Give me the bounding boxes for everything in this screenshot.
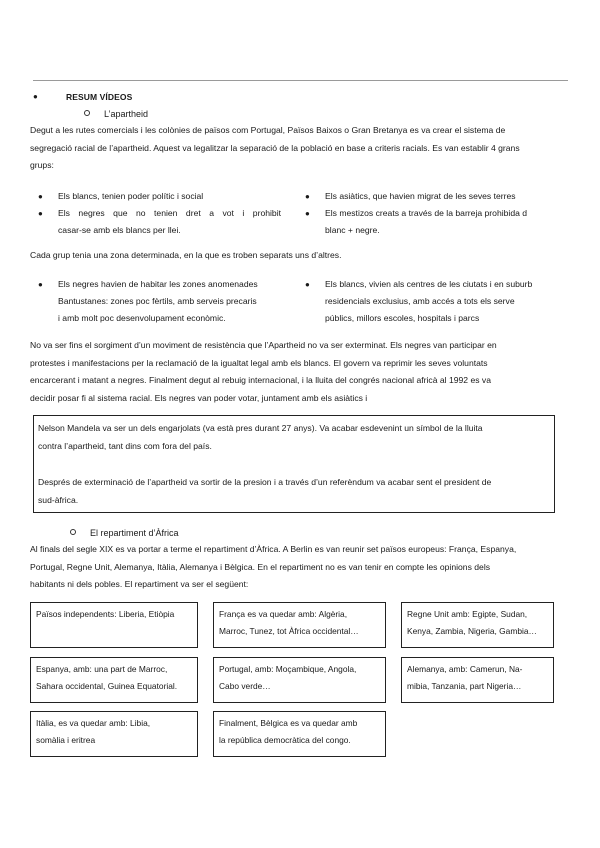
partition-box-france: França es va quedar amb: Algèria, Marroc, Tunez, tot Àfrica occidental…	[213, 602, 386, 648]
africa-intro-paragraph: Al finals del segle XIX es va portar a terme el repartiment d’Àfrica. A Berlin es van reunir set països europeus: França, Espanya, Portugal, Regne Unit, Alemanya, Itàlia, Alemanya i Bèlgica. En el repartiment no es van tenir en compte les opinions dels habitants ni dels pobles. El repartiment va ser el següent:	[30, 544, 517, 589]
zones-left-list	[36, 276, 281, 327]
partition-box-germany: Alemanya, amb: Camerun, Na- mibia, Tanzania, part Nigeria…	[401, 657, 554, 703]
bullet-icon: ●	[38, 280, 43, 289]
resistance-paragraph: No va ser fins el sorgiment d’un moviment de resistència que l’Apartheid no va ser exterminat. Els negres van participar en protestes i manifestacions per la reclamació de la igualtat legal amb els blancs. El govern va reprimir les seves voluntats encarcerant i matant a negres. Finalment degut al rebuig internacional, i la lluita del congrés nacional africà al 1992 es va decidir posar fi al sistema racial. Els negres van poder votar, juntament amb els asiàtics i	[30, 340, 497, 403]
groups-right-list	[303, 188, 555, 239]
bullet-icon: ●	[305, 192, 310, 201]
circle-bullet-icon	[84, 110, 90, 116]
partition-box-italy: Itàlia, es va quedar amb: Libia, somàlia i eritrea	[30, 711, 198, 757]
list-item: ● Els blancs, tenien poder polític i social	[36, 188, 281, 205]
partition-box-spain: Espanya, amb: una part de Marroc, Sahara occidental, Guinea Equatorial.	[30, 657, 198, 703]
groups-left-list	[36, 188, 281, 239]
section-apartheid-title: L’apartheid	[84, 109, 148, 119]
zone-paragraph: Cada grup tenia una zona determinada, en la que es troben separats uns d’altres.	[30, 250, 342, 260]
list-item: ● Els blancs, vivien als centres de les ciutats i en suburb residencials exclusius, amb accés a tots els serve públics, millors escoles, hospitals i parcs	[303, 276, 555, 327]
bullet-icon: ●	[38, 192, 43, 201]
top-rule	[33, 80, 568, 81]
partition-box-independent: Països independents: Liberia, Etiòpia	[30, 602, 198, 648]
section-africa-title: El repartiment d’Àfrica	[70, 528, 179, 538]
partition-box-portugal: Portugal, amb: Moçambique, Angola, Cabo verde…	[213, 657, 386, 703]
list-item: ● Els asiàtics, que havien migrat de les seves terres	[303, 188, 555, 205]
list-item: ● Els mestizos creats a través de la barreja prohibida d blanc + negre.	[303, 205, 555, 239]
bullet-icon: ●	[305, 209, 310, 218]
partition-box-belgium: Finalment, Bèlgica es va quedar amb la república democràtica del congo.	[213, 711, 386, 757]
mandela-box: Nelson Mandela va ser un dels engarjolats (va està pres durant 27 anys). Va acabar esdevenint un símbol de la lluita contra l’apartheid, tant dins com fora del país. Després de exterminació de l’apartheid va sortir de la presion i a través d’un referèndum va acabar sent el president de sud-àfrica.	[33, 415, 555, 513]
bullet-icon: ●	[33, 92, 38, 101]
partition-box-uk: Regne Unit amb: Egipte, Sudan, Kenya, Zambia, Nigeria, Gambia…	[401, 602, 554, 648]
list-item: ● Els negres que no tenien dret a vot i prohibit casar-se amb els blancs per llei.	[36, 205, 281, 239]
zones-right-list	[303, 276, 555, 327]
intro-paragraph: Degut a les rutes comercials i les colònies de països com Portugal, Països Baixos o Gran Bretanya es va crear el sistema de segregació racial de l’apartheid. Aquest va legalitzar la separació de la població en base a criteris racials. Es van establir 4 grans grups:	[30, 125, 520, 170]
bullet-icon: ●	[305, 280, 310, 289]
bullet-icon: ●	[38, 209, 43, 218]
heading-text: RESUM VÍDEOS	[66, 92, 133, 102]
circle-bullet-icon	[70, 529, 76, 535]
list-item: ● Els negres havien de habitar les zones anomenades Bantustanes: zones poc fèrtils, amb serveis precaris i amb molt poc desenvolupament econòmic.	[36, 276, 281, 327]
